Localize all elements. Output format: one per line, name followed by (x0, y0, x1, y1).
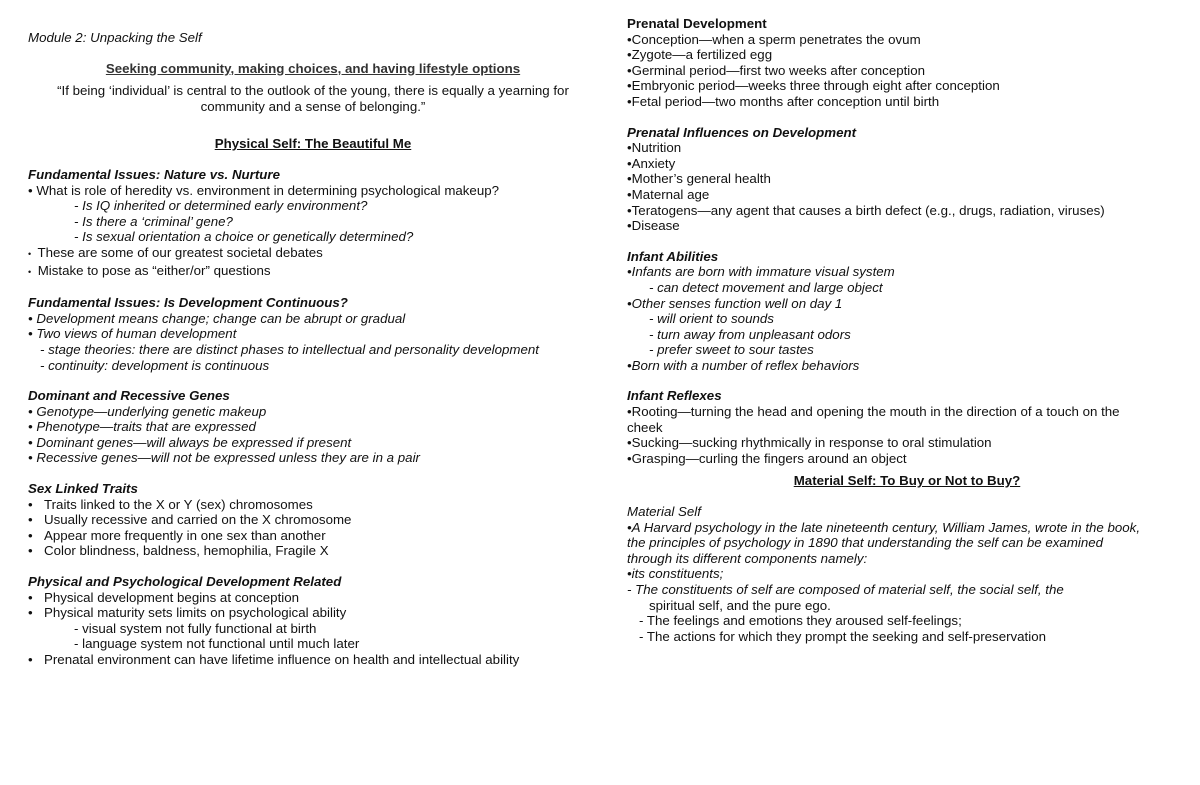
list-item: - visual system not fully functional at birth (74, 620, 317, 636)
list-item: • Physical maturity sets limits on psychological ability (28, 605, 347, 621)
list-item: •Disease (627, 218, 680, 234)
list-item: • Recessive genes—will not be expressed unless they are in a pair (28, 450, 420, 466)
list-item: •Infants are born with immature visual system (627, 264, 895, 280)
list-item: • These are some of our greatest societal debates (28, 245, 598, 263)
list-item: • Phenotype—traits that are expressed (28, 419, 256, 435)
list-item: •Nutrition (627, 140, 682, 156)
list-item: - stage theories: there are distinct phases to intellectual and personality development (40, 341, 539, 357)
list-item: •Conception—when a sperm penetrates the ovum (627, 31, 921, 47)
list-item: - will orient to sounds (649, 311, 774, 327)
paragraph-line: - The constituents of self are composed of material self, the social self, the (627, 582, 1064, 597)
sex-linked-heading: Sex Linked Traits (28, 481, 138, 497)
bullet-icon: • (28, 248, 32, 259)
list-item: •Zygote—a fertilized egg (627, 47, 773, 63)
list-item: • Prenatal environment can have lifetime influence on health and intellectual ability (28, 652, 520, 667)
list-item: - prefer sweet to sour tastes (649, 342, 814, 358)
list-item: •Rooting—turning the head and opening the mouth in the direction of a touch on the (627, 404, 1120, 420)
paragraph-line: through its different components namely: (627, 550, 868, 566)
list-item: • Usually recessive and carried on the X chromosome (28, 512, 352, 528)
reflexes-heading: Infant Reflexes (627, 388, 722, 404)
list-item: •Maternal age (627, 186, 710, 202)
list-item: •Teratogens—any agent that causes a birth defect (e.g., drugs, radiation, viruses) (627, 202, 1105, 218)
list-item: - continuity: development is continuous (40, 357, 270, 373)
list-item: • Dominant genes—will always be expressed if present (28, 434, 352, 450)
list-item: •Anxiety (627, 155, 676, 171)
list-item: • Traits linked to the X or Y (sex) chromosomes (28, 496, 313, 512)
abilities-heading: Infant Abilities (627, 248, 719, 264)
nature-heading: Fundamental Issues: Nature vs. Nurture (28, 166, 280, 182)
list-item: - Is sexual orientation a choice or genetically determined? (74, 229, 414, 245)
list-item: • Development means change; change can be abrupt or gradual (28, 310, 406, 326)
module-title: Module 2: Unpacking the Self (28, 30, 202, 45)
material-self-subheading: Material Self (627, 504, 701, 520)
list-item: • Genotype—underlying genetic makeup (28, 403, 267, 419)
list-item: - Is IQ inherited or determined early environment? (74, 198, 368, 214)
list-item: •Sucking—sucking rhythmically in response to oral stimulation (627, 435, 992, 451)
genes-heading: Dominant and Recessive Genes (28, 388, 230, 404)
list-item: - can detect movement and large object (649, 279, 883, 295)
paragraph-line: spiritual self, and the pure ego. (649, 597, 831, 613)
list-item: •Fetal period—two months after conception until birth (627, 93, 940, 109)
list-item: •Born with a number of reflex behaviors (627, 357, 860, 373)
prenatal-heading: Prenatal Development (627, 16, 767, 31)
bullet-icon: • (28, 543, 33, 559)
list-item: • Two views of human development (28, 326, 237, 342)
list-item: cheek (627, 419, 663, 435)
paragraph-line: •A Harvard psychology in the late nineteenth century, William James, wrote in the book, (627, 519, 1141, 535)
quote: “If being ‘individual’ is central to the outlook of the young, there is equally a yearning for community and a sense of belonging.” (57, 83, 569, 114)
list-item: •Mother’s general health (627, 171, 771, 187)
bullet-icon: • (28, 605, 33, 621)
continuous-heading: Fundamental Issues: Is Development Continuous? (28, 295, 348, 311)
list-item: •Embryonic period—weeks three through eight after conception (627, 78, 1000, 94)
list-item: • Physical development begins at conception (28, 589, 300, 605)
material-self-title: Material Self: To Buy or Not to Buy? (793, 473, 1021, 489)
bullet-icon: • (28, 266, 32, 277)
physical-self-title: Physical Self: The Beautiful Me (214, 136, 412, 152)
list-item: • Color blindness, baldness, hemophilia, Fragile X (28, 543, 329, 559)
list-item: - Is there a ‘criminal’ gene? (74, 213, 233, 229)
list-item: •Germinal period—first two weeks after conception (627, 62, 926, 78)
right-column (627, 16, 1187, 644)
paragraph-line: •its constituents; (627, 566, 724, 582)
bullet-icon: • (28, 527, 33, 543)
influences-heading: Prenatal Influences on Development (627, 124, 857, 140)
paragraph-line: the principles of psychology in 1890 that understanding the self can be examined (627, 535, 1104, 551)
list-item: • Appear more frequently in one sex than another (28, 527, 326, 543)
list-item: • What is role of heredity vs. environment in determining psychological makeup? (28, 182, 500, 198)
bullet-icon: • (28, 512, 33, 528)
bullet-icon: • (28, 496, 33, 512)
bullet-icon: • (28, 652, 33, 667)
physpsych-heading: Physical and Psychological Development Related (28, 574, 342, 590)
list-item: •Other senses function well on day 1 (627, 295, 843, 311)
bullet-icon: • (28, 589, 33, 605)
list-item: •Grasping—curling the fingers around an object (627, 450, 907, 466)
list-item: - turn away from unpleasant odors (649, 326, 851, 342)
left-column (28, 30, 598, 668)
paragraph-line: - The feelings and emotions they aroused self-feelings; (639, 613, 962, 629)
list-item: - language system not functional until much later (74, 636, 360, 652)
list-item: • Mistake to pose as “either/or” questions (28, 263, 598, 281)
section-title-community: Seeking community, making choices, and having lifestyle options (105, 60, 521, 76)
paragraph-line: - The actions for which they prompt the seeking and self-preservation (639, 628, 1046, 644)
